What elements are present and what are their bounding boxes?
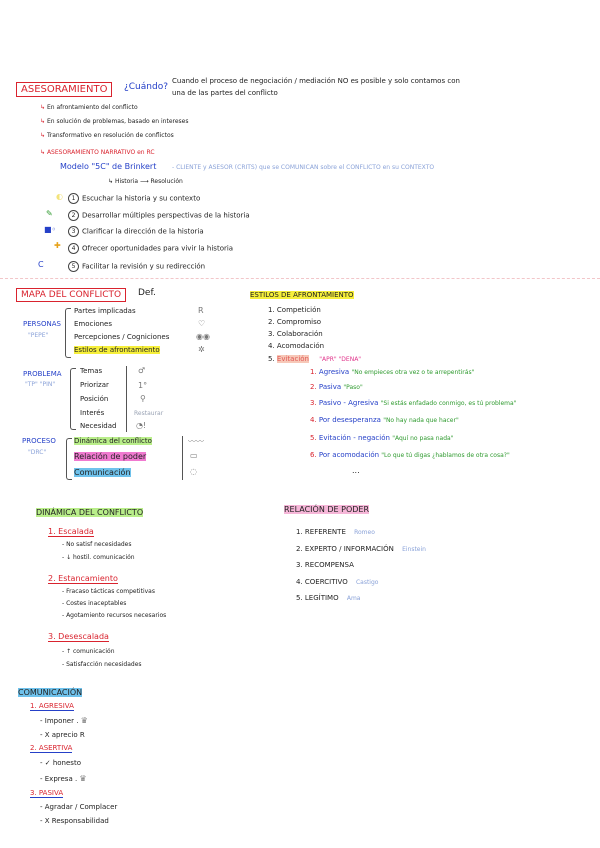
wave-icon: 〰〰 [188,437,204,446]
eye-icon: ◉◉ [196,332,210,341]
pasiva-item-2: - X Responsabilidad [40,817,109,825]
dinamica-section-3: 3. Desescalada [48,632,109,641]
poder-item-3: 3. RECOMPENSA [296,561,354,569]
proceso-item-2: Relación de poder [74,452,147,461]
dinamica-title: DINÁMICA DEL CONFLICTO [36,508,144,517]
camera-icon: ■◦ [44,225,57,234]
asesoramiento-item-2: ↳ En solución de problemas, basado en intereses [40,118,189,125]
historia-resolucion: ↳ Historia ⟶ Resolución [108,178,183,185]
crown-icon: ♛ [80,716,88,725]
asertiva-item-1: - ✓ honesto [40,759,81,767]
agresiva-item-1: - Imponer . ♛ [40,716,88,725]
evitacion-sub-4: 4. Por desesperanza "No hay nada que hacer" [310,416,459,424]
evitacion-sub-2: 2. Pasiva "Paso" [310,383,363,391]
proceso-brace [66,438,72,480]
comunicacion-title: COMUNICACIÓN [18,688,83,697]
problema-label: PROBLEMA [23,370,62,378]
speech-icon: ◌ [190,467,197,476]
poder-item-5: 5. LEGÍTIMO Ama [296,594,361,602]
estancamiento-item-2: - Costes inaceptables [62,600,127,607]
desescalada-item-1: - ↑ comunicación [62,648,115,655]
proceso-sub: "DRC" [28,449,47,456]
personas-item-2: Emociones [74,320,112,328]
step-4: 4 Ofrecer oportunidades para vivir la historia [68,243,233,254]
evitacion-sub-6: 6. Por acomodación "Lo que tú digas ¿hablamos de otra cosa?" [310,451,510,459]
section-divider-top [0,278,600,279]
evitacion-sub-5: 5. Evitación - negación "Aquí no pasa nada" [310,434,454,442]
step-3: 3 Clarificar la dirección de la historia [68,226,204,237]
dinamica-section-2: 2. Estancamiento [48,574,118,583]
estilos-title: ESTILOS DE AFRONTAMIENTO [250,291,354,299]
poder-item-2: 2. EXPERTO / INFORMACIÓN Einstein [296,545,426,553]
escalada-item-1: - No satisf necesidades [62,541,132,548]
asesoramiento-item-3: ↳ Transformativo en resolución de conflictos [40,132,174,139]
redirect-icon: C [38,260,44,269]
escalada-item-2: - ↓ hostil. comunicación [62,554,135,561]
problema-brace [70,368,76,430]
poder-item-1: 1. REFERENTE Romeo [296,528,375,536]
poder-item-4: 4. COERCITIVO Castigo [296,578,379,586]
key-icon: ⚲ [140,394,146,403]
personas-item-3: Percepciones / Cogniciones [74,333,170,341]
estancamiento-item-1: - Fracaso tácticas competitivas [62,588,155,595]
estancamiento-item-3: - Agotamiento recursos necesarios [62,612,167,619]
proceso-item-3: Comunicación [74,468,131,477]
ear-icon: ◐ [56,192,63,201]
problema-divider [126,366,127,432]
estilos-item-5: 5. Evitación "APR" "DENA" [268,355,362,363]
step-5: 5 Facilitar la revisión y su redirección [68,261,205,272]
estilos-item-4: 4. Acomodación [268,342,325,350]
poder-title: RELACIÓN DE PODER [284,505,370,514]
problema-item-1: Temas [80,367,103,375]
pencil-icon: ✎ [46,209,53,218]
step-2: 2 Desarrollar múltiples perspectivas de la historia [68,210,250,221]
need-icon: ◔! [136,421,147,430]
star-icon: ✲ [198,345,205,354]
gift-icon: ✚ [54,241,61,250]
problema-item-3: Posición [80,395,109,403]
comunicacion-section-3: 3. PASIVA [30,789,64,797]
asesoramiento-desc-line2: una de las partes del conflicto [172,89,278,97]
problema-sub: "TP" "PIN" [25,381,56,388]
cuando-question: ¿Cuándo? [124,82,168,92]
asesoramiento-title: ASESORAMIENTO [16,82,112,97]
comunicacion-section-2: 2. ASERTIVA [30,744,73,752]
problema-item-5: Necesidad [80,422,117,430]
agresiva-item-2: - X aprecio R [40,731,85,739]
dinamica-section-1: 1. Escalada [48,527,94,536]
evitacion-sub-1: 1. Agresiva "No empieces otra vez o te arrepentirás" [310,368,475,376]
estilos-item-1: 1. Competición [268,306,321,314]
estilos-item-3: 3. Colaboración [268,330,323,338]
estilos-item-2: 2. Compromiso [268,318,322,326]
problema-item-2: Priorizar [80,381,109,389]
pasiva-item-1: - Agradar / Complacer [40,803,118,811]
personas-brace [65,308,71,358]
asesoramiento-item-1: ↳ En afrontamiento del conflicto [40,104,138,111]
problema-mark-1: ♂ [138,366,146,375]
mapa-title: MAPA DEL CONFLICTO [16,288,126,302]
proceso-item-1: Dinámica del conflicto [74,437,152,445]
evitacion-dots: ... [352,466,360,475]
boxes-icon: ▭ [190,451,198,460]
evitacion-sub-3: 3. Pasivo - Agresiva "Si estás enfadado conmigo, es tú problema" [310,399,517,407]
problema-mark-4: Restaurar [134,410,164,417]
problema-item-4: Interés [80,409,105,417]
personas-item-1: Partes implicadas [74,307,136,315]
narrative-title: ↳ ASESORAMIENTO NARRATIVO en RC [40,149,155,156]
asesoramiento-desc-line1: Cuando el proceso de negociación / mediación NO es posible y solo contamos con [172,77,460,85]
comunicacion-section-1: 1. AGRESIVA [30,702,74,710]
asertiva-item-2: - Expresa . ♛ [40,774,87,783]
heart-icon: ♡ [198,319,206,328]
personas-sub: "PEPE" [28,332,49,339]
mapa-def: Def. [138,288,156,298]
r-icon: R [198,306,204,315]
modelo-5c-desc: - CLIENTE y ASESOR (CRITS) que se COMUNICAN sobre el CONFLICTO en su CONTEXTO [172,164,435,171]
proceso-label: PROCESO [22,437,56,445]
personas-item-4: Estilos de afrontamiento [74,346,160,354]
proceso-divider [182,436,183,480]
personas-label: PERSONAS [23,320,61,328]
hand-icon: ♛ [79,774,87,783]
step-1: 1 Escuchar la historia y su contexto [68,193,200,204]
modelo-5c-label: Modelo "5C" de Brinkert [60,162,157,171]
problema-mark-2: 1° [138,381,148,390]
desescalada-item-2: - Satisfacción necesidades [62,661,142,668]
